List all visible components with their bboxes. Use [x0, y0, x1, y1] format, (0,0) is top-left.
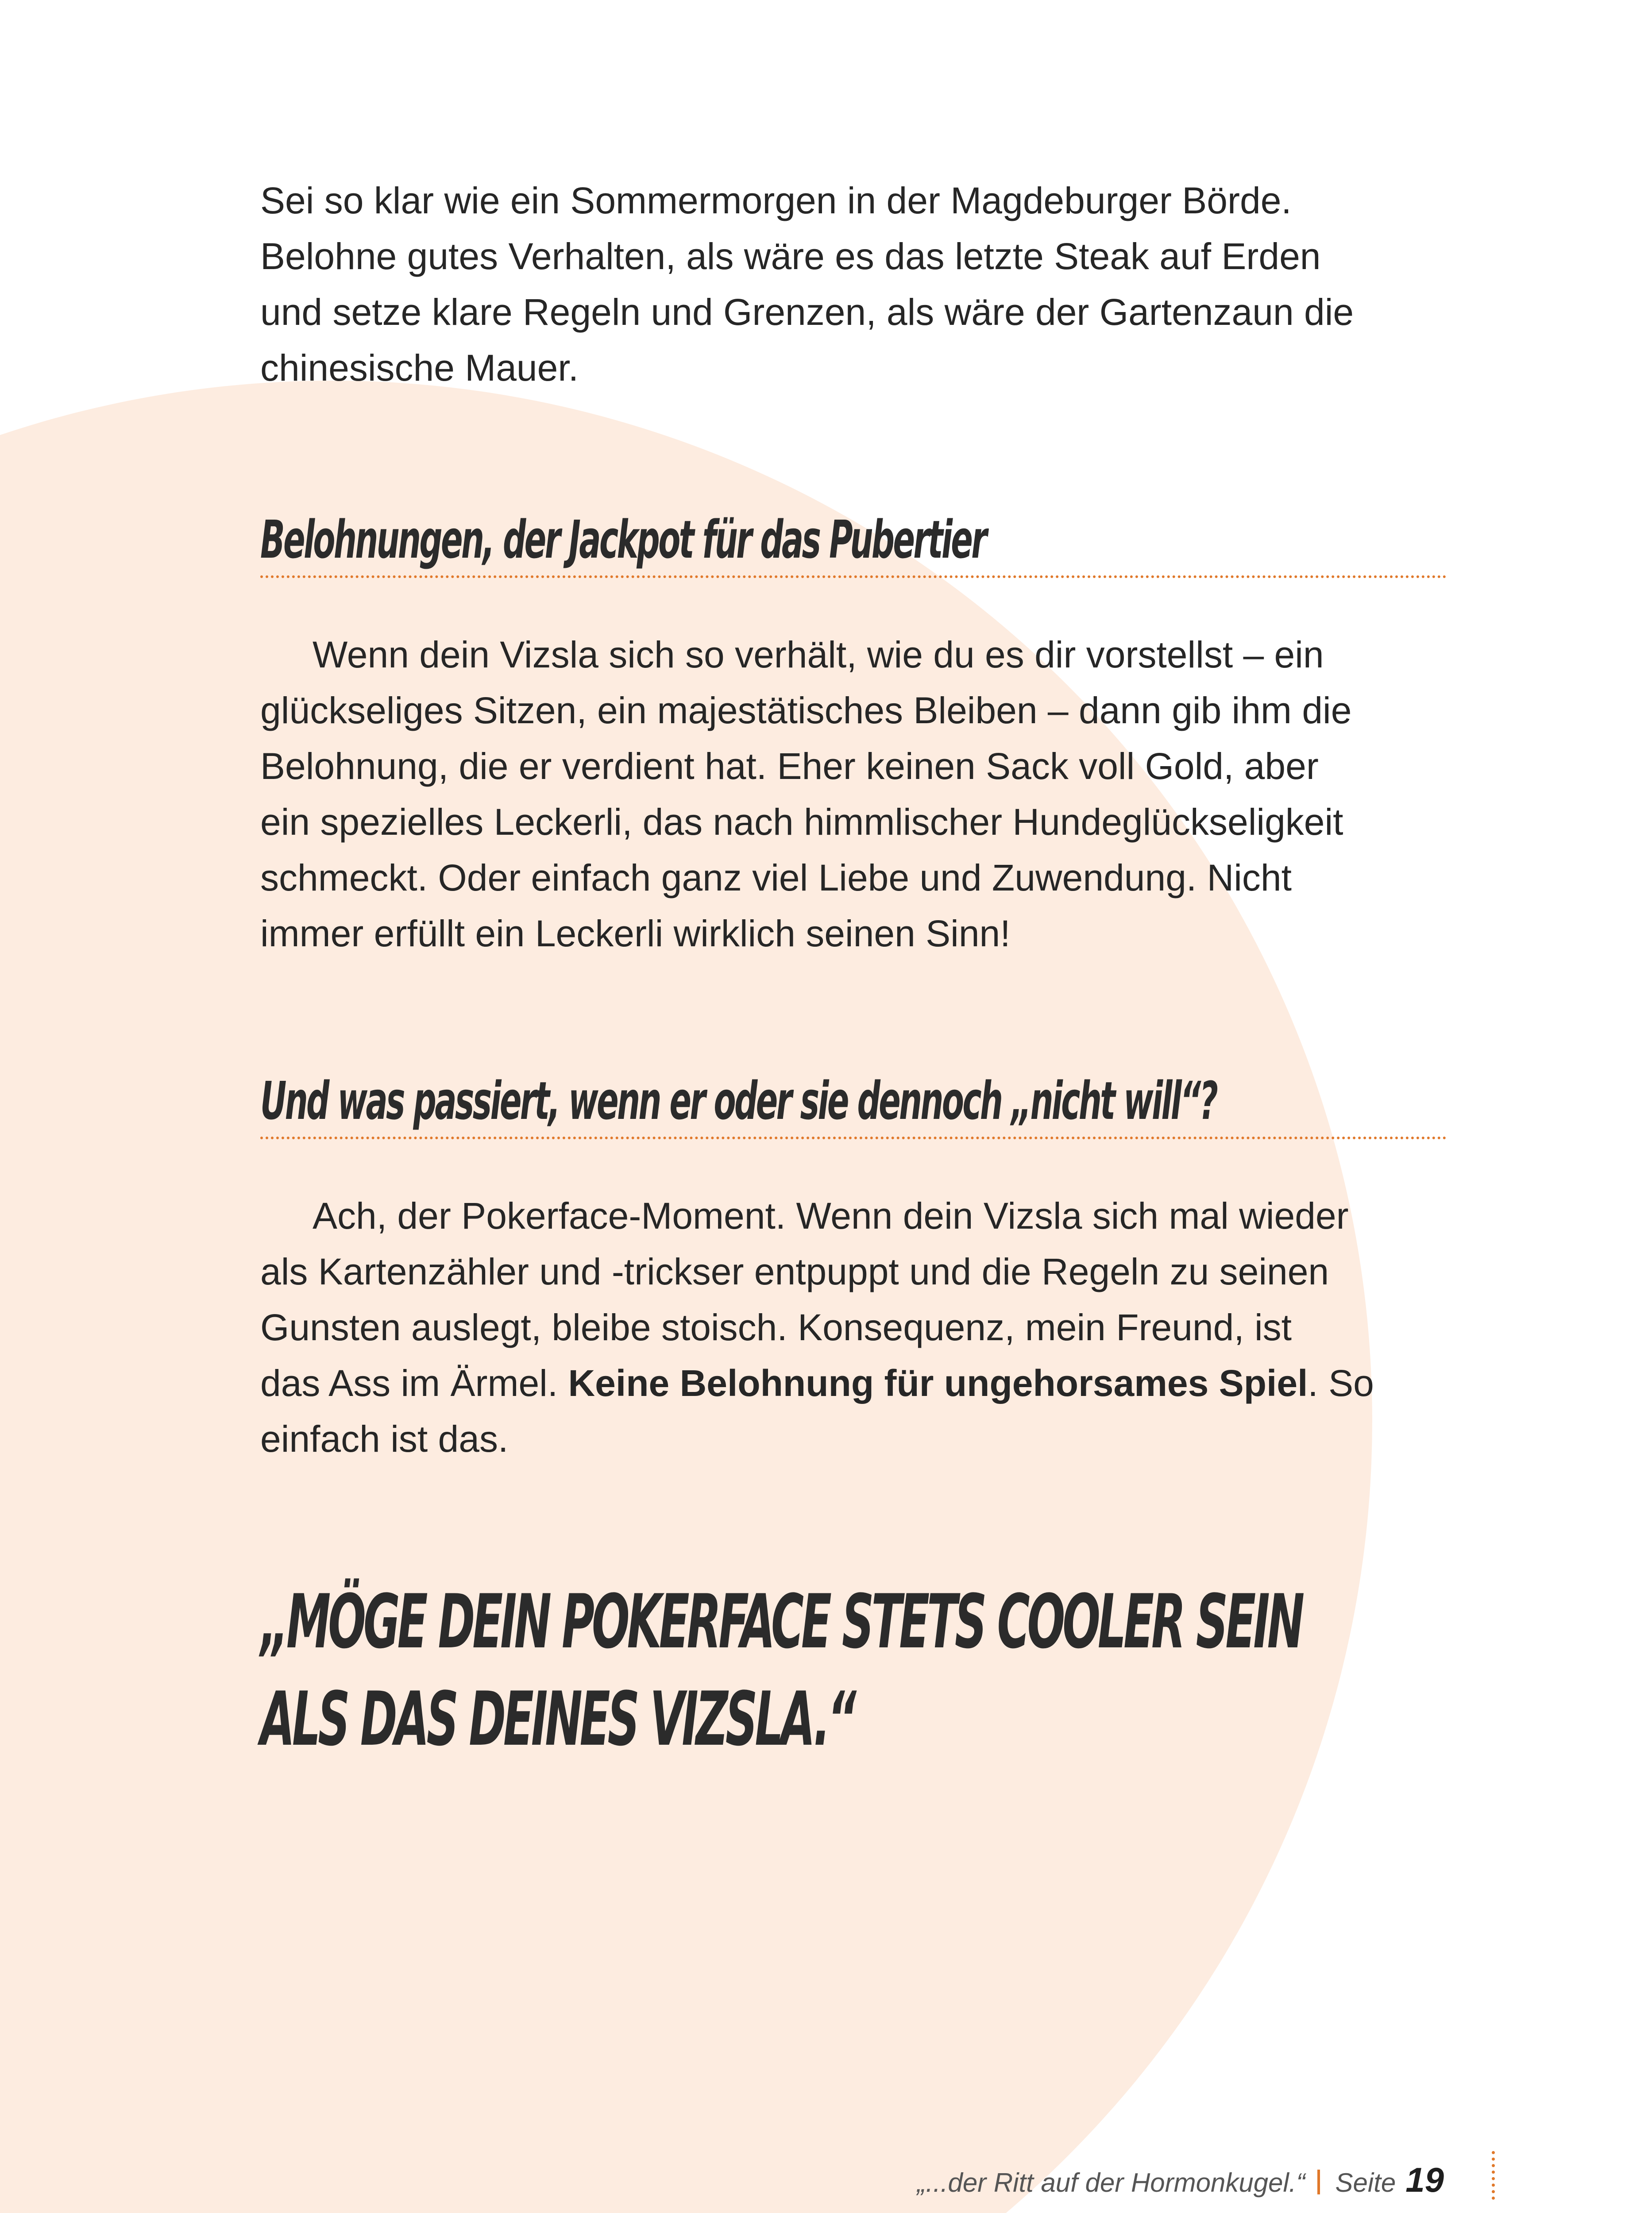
page-content — [260, 173, 1447, 1768]
pull-quote-line: „MÖGE DEIN POKERFACE STETS COOLER SEIN — [260, 1578, 1302, 1665]
page-edge-marker — [1492, 2151, 1495, 2200]
paragraph-line: immer erfüllt ein Leckerli wirklich seinen Sinn! — [260, 913, 1011, 954]
paragraph-line: Ach, der Pokerface-Moment. Wenn dein Vizsla sich mal wieder — [313, 1195, 1349, 1237]
intro-line: und setze klare Regeln und Grenzen, als wäre der Gartenzaun die — [260, 291, 1354, 333]
section-heading-rewards — [260, 506, 1447, 578]
page-footer — [917, 2160, 1444, 2200]
paragraph-text: . So — [1308, 1362, 1374, 1404]
intro-line: Belohne gutes Verhalten, als wäre es das letzte Steak auf Erden — [260, 235, 1321, 277]
pull-quote — [260, 1573, 1302, 1768]
emphasis-text: Keine Belohnung für ungehorsames Spiel — [568, 1362, 1308, 1404]
paragraph-line: einfach ist das. — [260, 1418, 509, 1460]
paragraph-line: glückseliges Sitzen, ein majestätisches Bleiben – dann gib ihm die — [260, 690, 1352, 731]
footer-separator — [1317, 2170, 1320, 2194]
intro-line: Sei so klar wie ein Sommermorgen in der Magdeburger Börde. — [260, 180, 1292, 221]
paragraph-line: Belohnung, die er verdient hat. Eher keinen Sack voll Gold, aber — [260, 745, 1319, 787]
rewards-paragraph — [260, 627, 1447, 961]
paragraph-line: ein spezielles Leckerli, das nach himmlischer Hundeglückseligkeit — [260, 801, 1343, 843]
section-heading-refusal — [260, 1068, 1447, 1139]
section-heading-text: Und was passiert, wenn er oder sie dennoch „nicht will“? — [260, 1070, 1217, 1131]
paragraph-line: Gunsten auslegt, bleibe stoisch. Konsequenz, mein Freund, ist — [260, 1307, 1292, 1348]
footer-book-title: „...der Ritt auf der Hormonkugel.“ — [917, 2168, 1305, 2198]
paragraph-text: das Ass im Ärmel. — [260, 1362, 568, 1404]
pull-quote-line: ALS DAS DEINES VIZSLA.“ — [260, 1676, 854, 1762]
paragraph-line: als Kartenzähler und -trickser entpuppt und die Regeln zu seinen — [260, 1251, 1329, 1292]
paragraph-line — [260, 1355, 1447, 1411]
intro-paragraph — [260, 173, 1447, 396]
footer-page-label: Seite — [1335, 2168, 1396, 2198]
section-heading-text: Belohnungen, der Jackpot für das Pubertier — [260, 509, 986, 570]
paragraph-line: schmeckt. Oder einfach ganz viel Liebe und Zuwendung. Nicht — [260, 857, 1292, 898]
page-number: 19 — [1405, 2160, 1444, 2199]
refusal-paragraph — [260, 1188, 1447, 1467]
intro-line: chinesische Mauer. — [260, 347, 579, 389]
paragraph-line: Wenn dein Vizsla sich so verhält, wie du es dir vorstellst – ein — [313, 634, 1324, 675]
